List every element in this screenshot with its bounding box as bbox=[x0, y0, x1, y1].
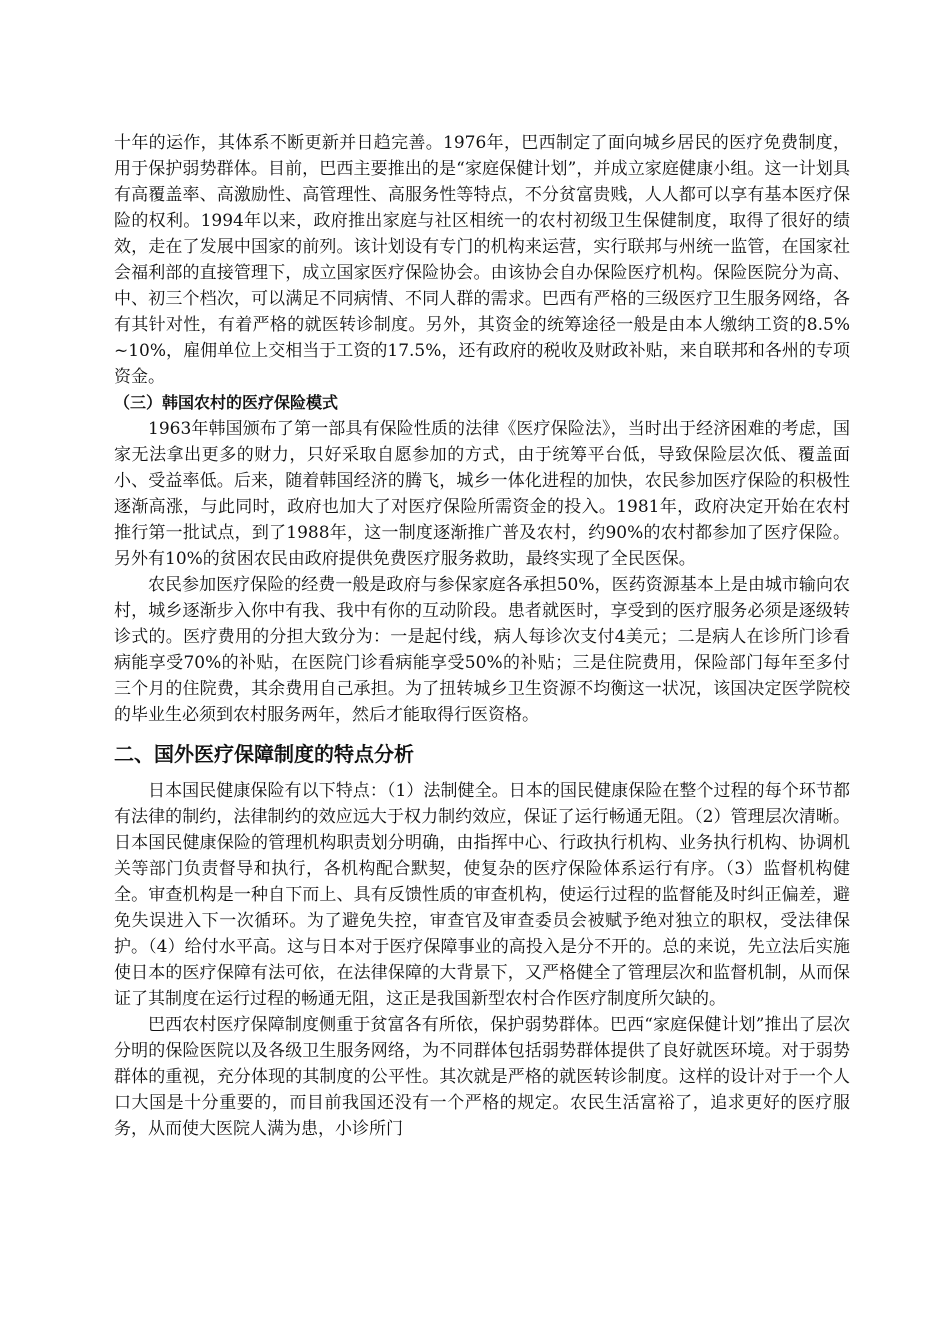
paragraph-brazil-features: 巴西农村医疗保障制度侧重于贫富各有所依，保护弱势群体。巴西“家庭保健计划”推出了层次分明的保险医院以及各级卫生服务网络，为不同群体包括弱势群体提供了良好就医环境。对于弱势群体的重视，充分体现的其制度的公平性。其次就是严格的就医转诊制度。这样的设计对于一个人口大国是十分重要的，而目前我国还没有一个严格的规定。农民生活富裕了，追求更好的医疗服务，从而使大医院人满为患，小诊所门 bbox=[114, 1015, 850, 1139]
paragraph-brazil-continued: 十年的运作，其体系不断更新并日趋完善。1976年，巴西制定了面向城乡居民的医疗免费制度，用于保护弱势群体。目前，巴西主要推出的是“家庭保健计划”，并成立家庭健康小组。这一计划具有高覆盖率、高激励性、高管理性、高服务性等特点，不分贫富贵贱，人人都可以享有基本医疗保险的权利。1994年以来，政府推出家庭与社区相统一的农村初级卫生保健制度，取得了很好的绩效，走在了发展中国家的前列。该计划设有专门的机构来运营，实行联邦与州统一监管，在国家社会福利部的直接管理下，成立国家医疗保险协会。由该协会自办保险医疗机构。保险医院分为高、中、初三个档次，可以满足不同病情、不同人群的需求。巴西有严格的三级医疗卫生服务网络，各有其针对性，有着严格的就医转诊制度。另外，其资金的统筹途径一般是由本人缴纳工资的8.5%~10%，雇佣单位上交相当于工资的17.5%，还有政府的税收及财政补贴，来自联邦和各州的专项资金。 bbox=[114, 133, 850, 387]
paragraph-korea-funding: 农民参加医疗保险的经费一般是政府与参保家庭各承担50%，医药资源基本上是由城市输向农村，城乡逐渐步入你中有我、我中有你的互动阶段。患者就医时，享受到的医疗服务必须是逐级转诊式的。医疗费用的分担大致分为：一是起付线，病人每诊次支付4美元；二是病人在诊所门诊看病能享受70%的补贴，在医院门诊看病能享受50%的补贴；三是住院费用，保险部门每年至多付三个月的住院费，其余费用自己承担。为了扭转城乡卫生资源不均衡这一状况，该国决定医学院校的毕业生必须到农村服务两年，然后才能取得行医资格。 bbox=[114, 575, 850, 725]
section-heading-features-analysis: 二、国外医疗保障制度的特点分析 bbox=[114, 742, 414, 766]
paragraph-japan-features: 日本国民健康保险有以下特点：（1）法制健全。日本的国民健康保险在整个过程的每个环节都有法律的制约，法律制约的效应远大于权力制约效应，保证了运行畅通无阻。（2）管理层次清晰。日本国民健康保险的管理机构职责划分明确，由指挥中心、行政执行机构、业务执行机构、协调机关等部门负责督导和执行，各机构配合默契，使复杂的医疗保险体系运行有序。（3）监督机构健全。审查机构是一种自下而上、具有反馈性质的审查机构，使运行过程的监督能及时纠正偏差，避免失误进入下一次循环。为了避免失控，审查官及审查委员会被赋予绝对独立的职权，受法律保护。（4）给付水平高。这与日本对于医疗保障事业的高投入是分不开的。总的来说，先立法后实施使日本的医疗保障有法可依，在法律保障的大背景下，又严格健全了管理层次和监督机制，从而保证了其制度在运行过程的畅通无阻，这正是我国新型农村合作医疗制度所欠缺的。 bbox=[114, 781, 850, 1009]
subheading-korea-rural-insurance: （三）韩国农村的医疗保险模式 bbox=[114, 393, 339, 412]
paragraph-korea-history: 1963年韩国颁布了第一部具有保险性质的法律《医疗保险法》，当时出于经济困难的考虑，国家无法拿出更多的财力，只好采取自愿参加的方式，由于统筹平台低，导致保险层次低、覆盖面小、受益率低。后来，随着韩国经济的腾飞，城乡一体化进程的加快，农民参加医疗保险的积极性逐渐高涨，与此同时，政府也加大了对医疗保险所需资金的投入。1981年，政府决定开始在农村推行第一批试点，到了1988年，这一制度逐渐推广普及农村，约90%的农村都参加了医疗保险。另外有10%的贫困农民由政府提供免费医疗服务救助，最终实现了全民医保。 bbox=[114, 419, 850, 569]
document-page bbox=[114, 130, 850, 1142]
